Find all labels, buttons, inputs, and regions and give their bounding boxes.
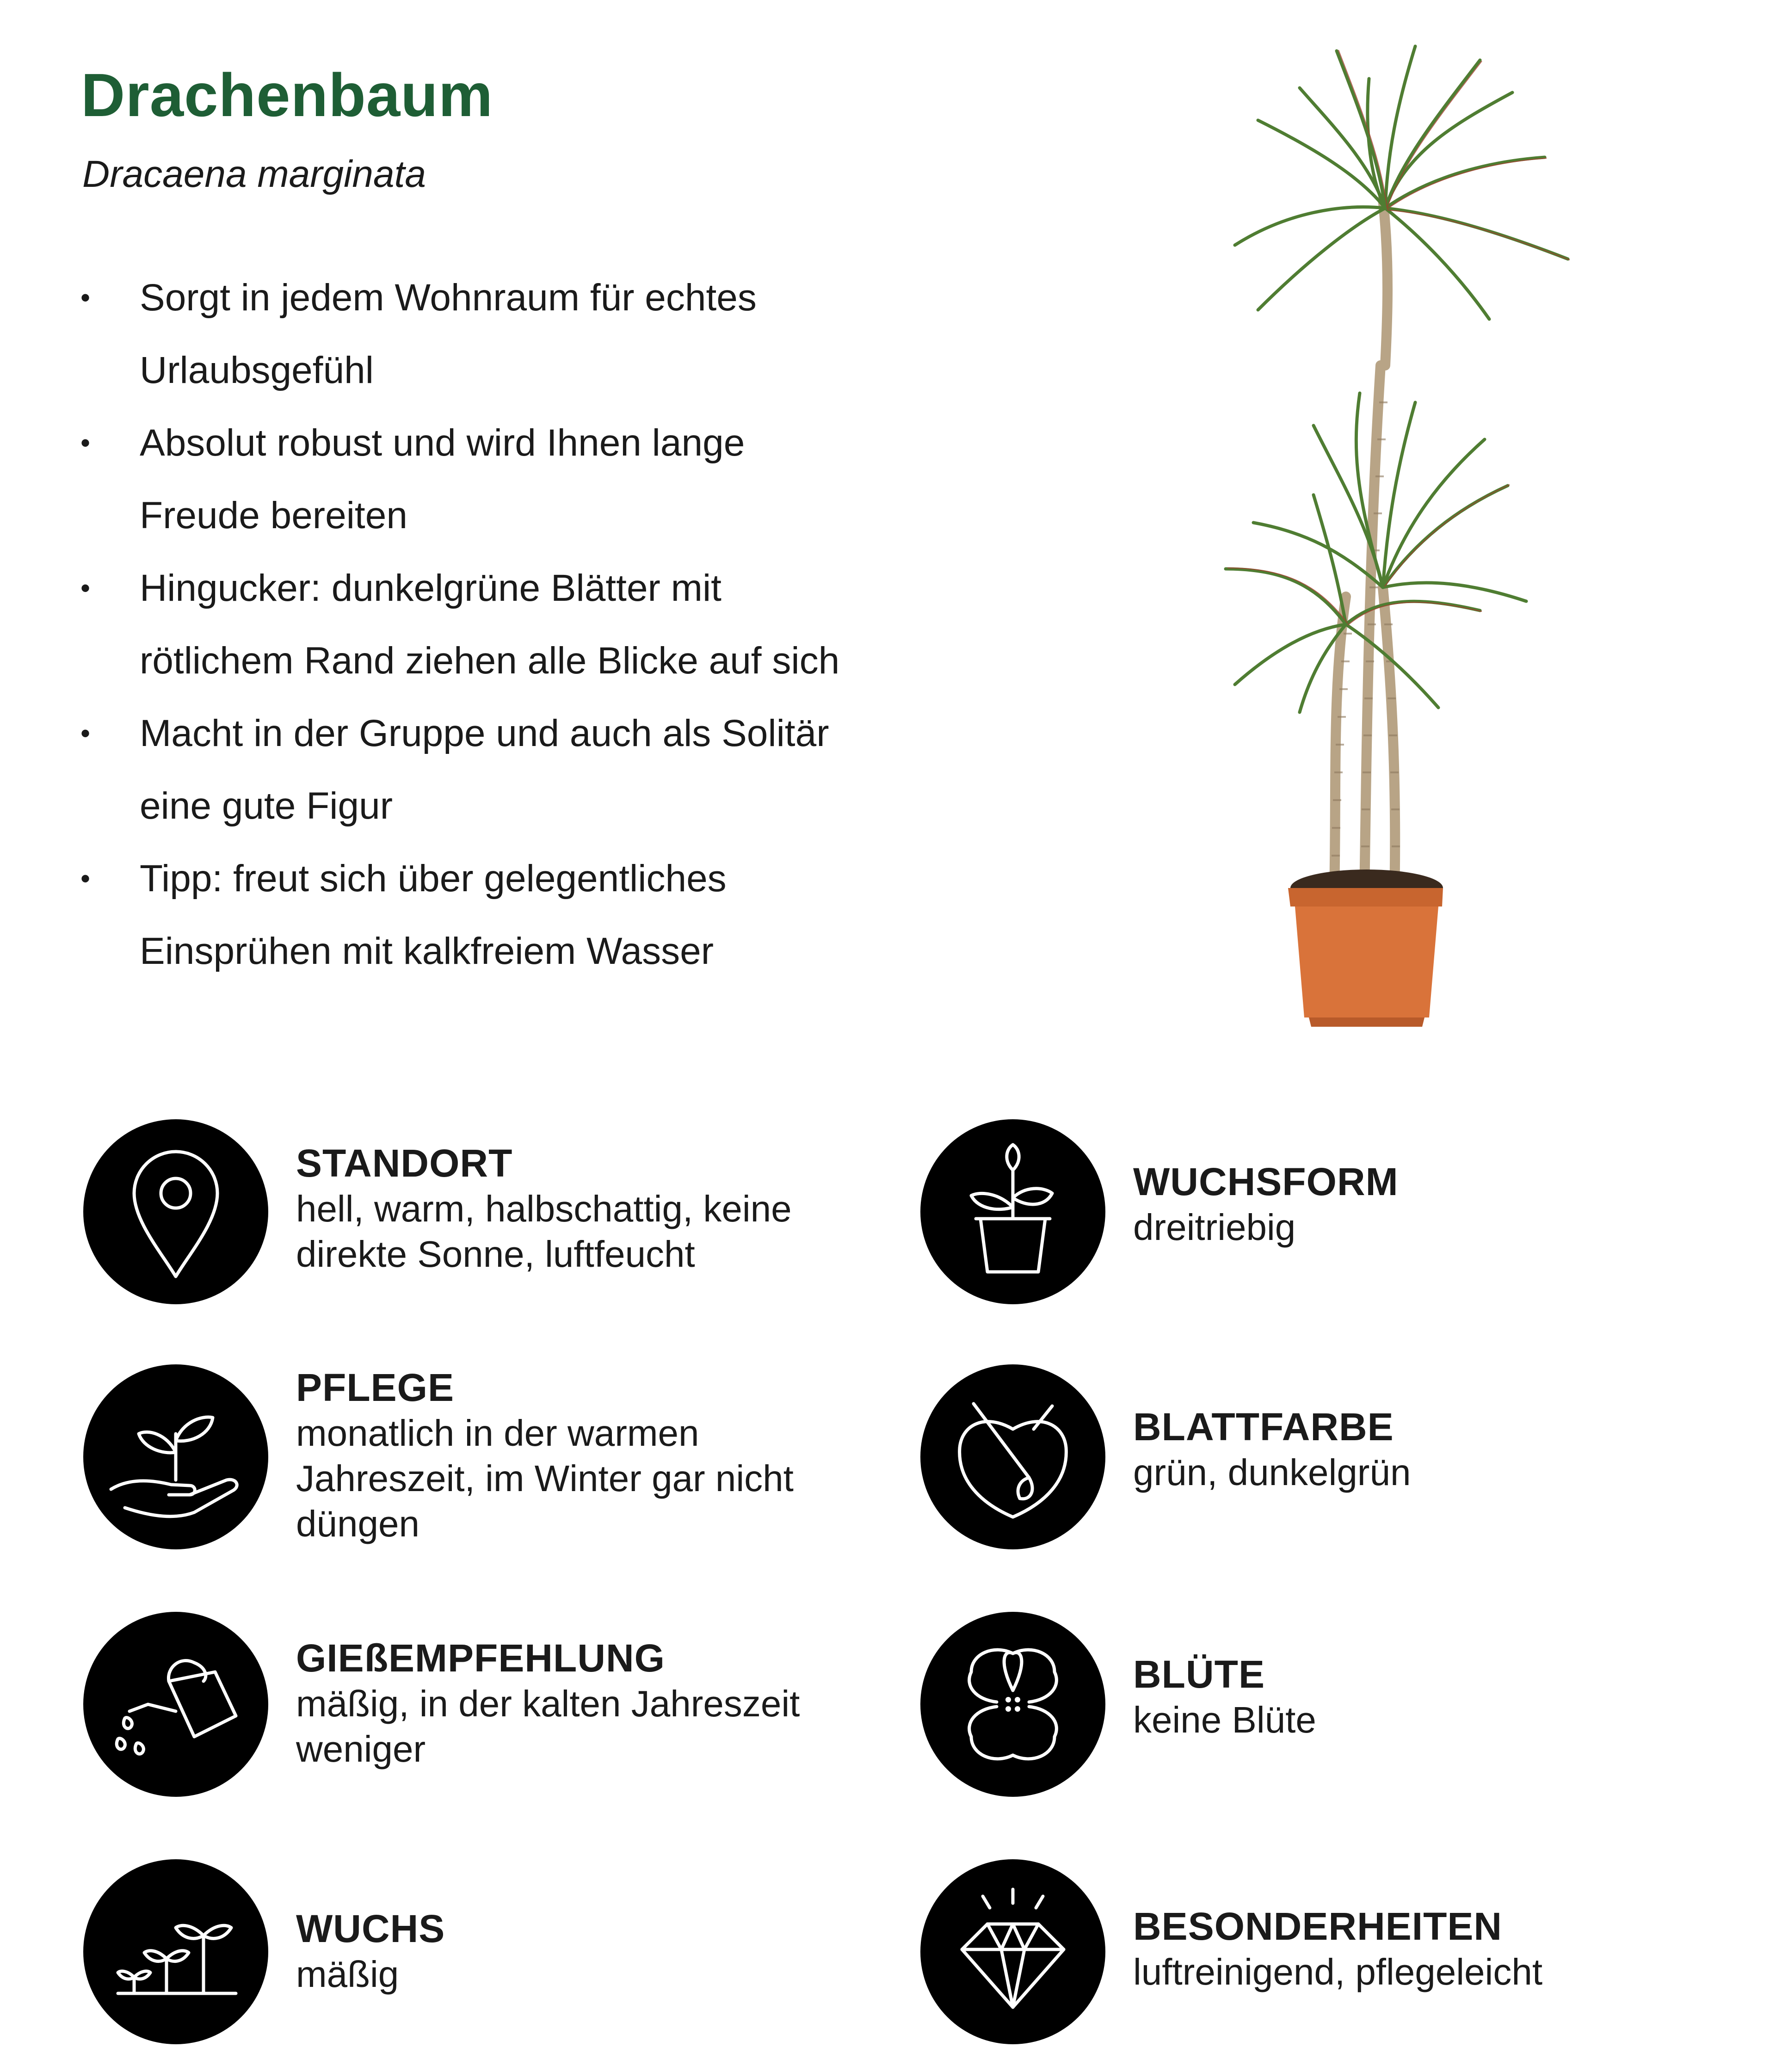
- feature-heading: BESONDERHEITEN: [1133, 1905, 1503, 1948]
- feature-heading: WUCHS: [296, 1907, 445, 1950]
- feature-text: keine Blüte: [1133, 1699, 1316, 1740]
- dracaena-plant-image: [1119, 42, 1651, 1041]
- bullet-icon: •: [80, 573, 91, 604]
- feature-heading: GIEßEMPFEHLUNG: [296, 1636, 666, 1680]
- botanical-name: Dracaena marginata: [82, 153, 426, 195]
- feature-wuchsform: [920, 1119, 1707, 1304]
- hand-seedling-icon: [83, 1364, 268, 1549]
- feature-text: mäßig: [296, 1954, 399, 1995]
- list-item: • Tipp: freut sich über gelegentliches Einsprühen mit kalkfreiem Wasser: [79, 842, 888, 987]
- bullet-icon: •: [80, 718, 91, 749]
- location-pin-icon: [83, 1119, 268, 1304]
- list-item: • Sorgt in jedem Wohnraum für echtes Urlaubsgefühl: [79, 261, 888, 407]
- feature-giessempfehlung: [83, 1612, 870, 1797]
- feature-text: luftreinigend, pflegeleicht: [1133, 1951, 1543, 1992]
- growing-sprouts-icon: [83, 1859, 268, 2044]
- bullet-icon: •: [80, 427, 91, 458]
- feature-blattfarbe: [920, 1364, 1707, 1549]
- feature-bluete: [920, 1612, 1707, 1797]
- leaf-brush-icon: [920, 1364, 1105, 1549]
- feature-text: monatlich in der warmen Jahreszeit, im Winter gar nicht düngen: [296, 1412, 794, 1544]
- feature-bullet-list: [79, 261, 888, 987]
- feature-heading: BLÜTE: [1133, 1653, 1265, 1696]
- watering-can-icon: [83, 1612, 268, 1797]
- feature-text: mäßig, in der kalten Jahreszeit weniger: [296, 1683, 800, 1770]
- bullet-icon: •: [80, 863, 91, 894]
- bullet-icon: •: [80, 282, 91, 313]
- list-item: • Hingucker: dunkelgrüne Blätter mit rötlichem Rand ziehen alle Blicke auf sich: [79, 552, 888, 697]
- feature-text: dreitriebig: [1133, 1207, 1296, 1248]
- feature-pflege: [83, 1364, 870, 1549]
- page-title: Drachenbaum: [81, 61, 493, 129]
- list-item: • Absolut robust und wird Ihnen lange Freude bereiten: [79, 407, 888, 552]
- feature-besonderheiten: [920, 1859, 1707, 2044]
- feature-text: grün, dunkelgrün: [1133, 1452, 1411, 1493]
- feature-heading: PFLEGE: [296, 1366, 455, 1409]
- feature-heading: STANDORT: [296, 1141, 513, 1185]
- potted-plant-icon: [920, 1119, 1105, 1304]
- feature-standort: [83, 1119, 870, 1304]
- diamond-icon: [920, 1859, 1105, 2044]
- feature-heading: WUCHSFORM: [1133, 1160, 1399, 1203]
- feature-text: hell, warm, halbschattig, keine direkte Sonne, luftfeucht: [296, 1188, 792, 1275]
- feature-heading: BLATTFARBE: [1133, 1405, 1394, 1449]
- list-item: • Macht in der Gruppe und auch als Solitär eine gute Figur: [79, 697, 888, 842]
- flower-icon: [920, 1612, 1105, 1797]
- feature-wuchs: [83, 1859, 870, 2044]
